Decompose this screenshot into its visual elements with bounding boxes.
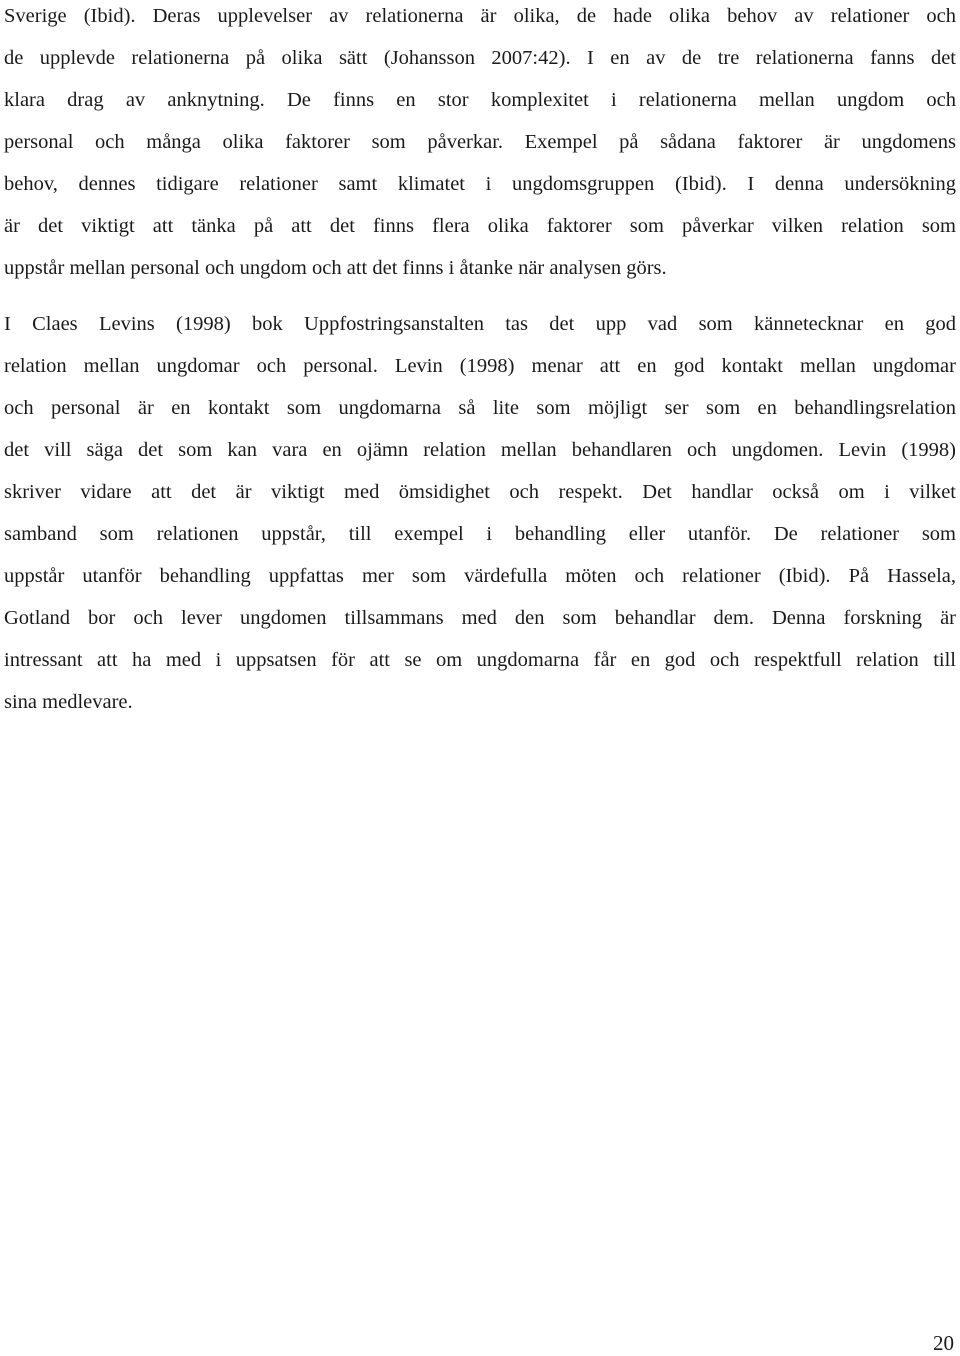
paragraph-1 <box>4 0 956 289</box>
text-line: samband som relationen uppstår, till exempel i behandling eller utanför. De relationer som <box>4 523 956 545</box>
page-number: 20 <box>933 1331 954 1355</box>
text-line: personal och många olika faktorer som påverkar. Exempel på sådana faktorer är ungdomens <box>4 131 956 153</box>
text-line: det vill säga det som kan vara en ojämn relation mellan behandlaren och ungdomen. Levin (1998) <box>4 439 956 461</box>
text-line: och personal är en kontakt som ungdomarna så lite som möjligt ser som en behandlingsrelation <box>4 397 956 419</box>
text-line: de upplevde relationerna på olika sätt (Johansson 2007:42). I en av de tre relationerna fanns det <box>4 47 956 69</box>
text-line: klara drag av anknytning. De finns en stor komplexitet i relationerna mellan ungdom och <box>4 89 956 111</box>
text-line: I Claes Levins (1998) bok Uppfostringsanstalten tas det upp vad som kännetecknar en god <box>4 313 956 335</box>
text-line: relation mellan ungdomar och personal. Levin (1998) menar att en god kontakt mellan ungdomar <box>4 355 956 377</box>
text-line: intressant att ha med i uppsatsen för att se om ungdomarna får en god och respektfull relation till <box>4 649 956 671</box>
text-line: sina medlevare. <box>4 691 133 713</box>
text-line: Sverige (Ibid). Deras upplevelser av relationerna är olika, de hade olika behov av relationer och <box>4 5 956 27</box>
text-line: uppstår mellan personal och ungdom och att det finns i åtanke när analysen görs. <box>4 257 667 279</box>
text-line: är det viktigt att tänka på att det finns flera olika faktorer som påverkar vilken relation som <box>4 215 956 237</box>
paragraph-2 <box>4 303 956 723</box>
text-line: skriver vidare att det är viktigt med ömsidighet och respekt. Det handlar också om i vilket <box>4 481 956 503</box>
text-line: uppstår utanför behandling uppfattas mer som värdefulla möten och relationer (Ibid). På Hassela, <box>4 565 956 587</box>
text-line: Gotland bor och lever ungdomen tillsammans med den som behandlar dem. Denna forskning är <box>4 607 956 629</box>
text-line: behov, dennes tidigare relationer samt klimatet i ungdomsgruppen (Ibid). I denna undersökning <box>4 173 956 195</box>
